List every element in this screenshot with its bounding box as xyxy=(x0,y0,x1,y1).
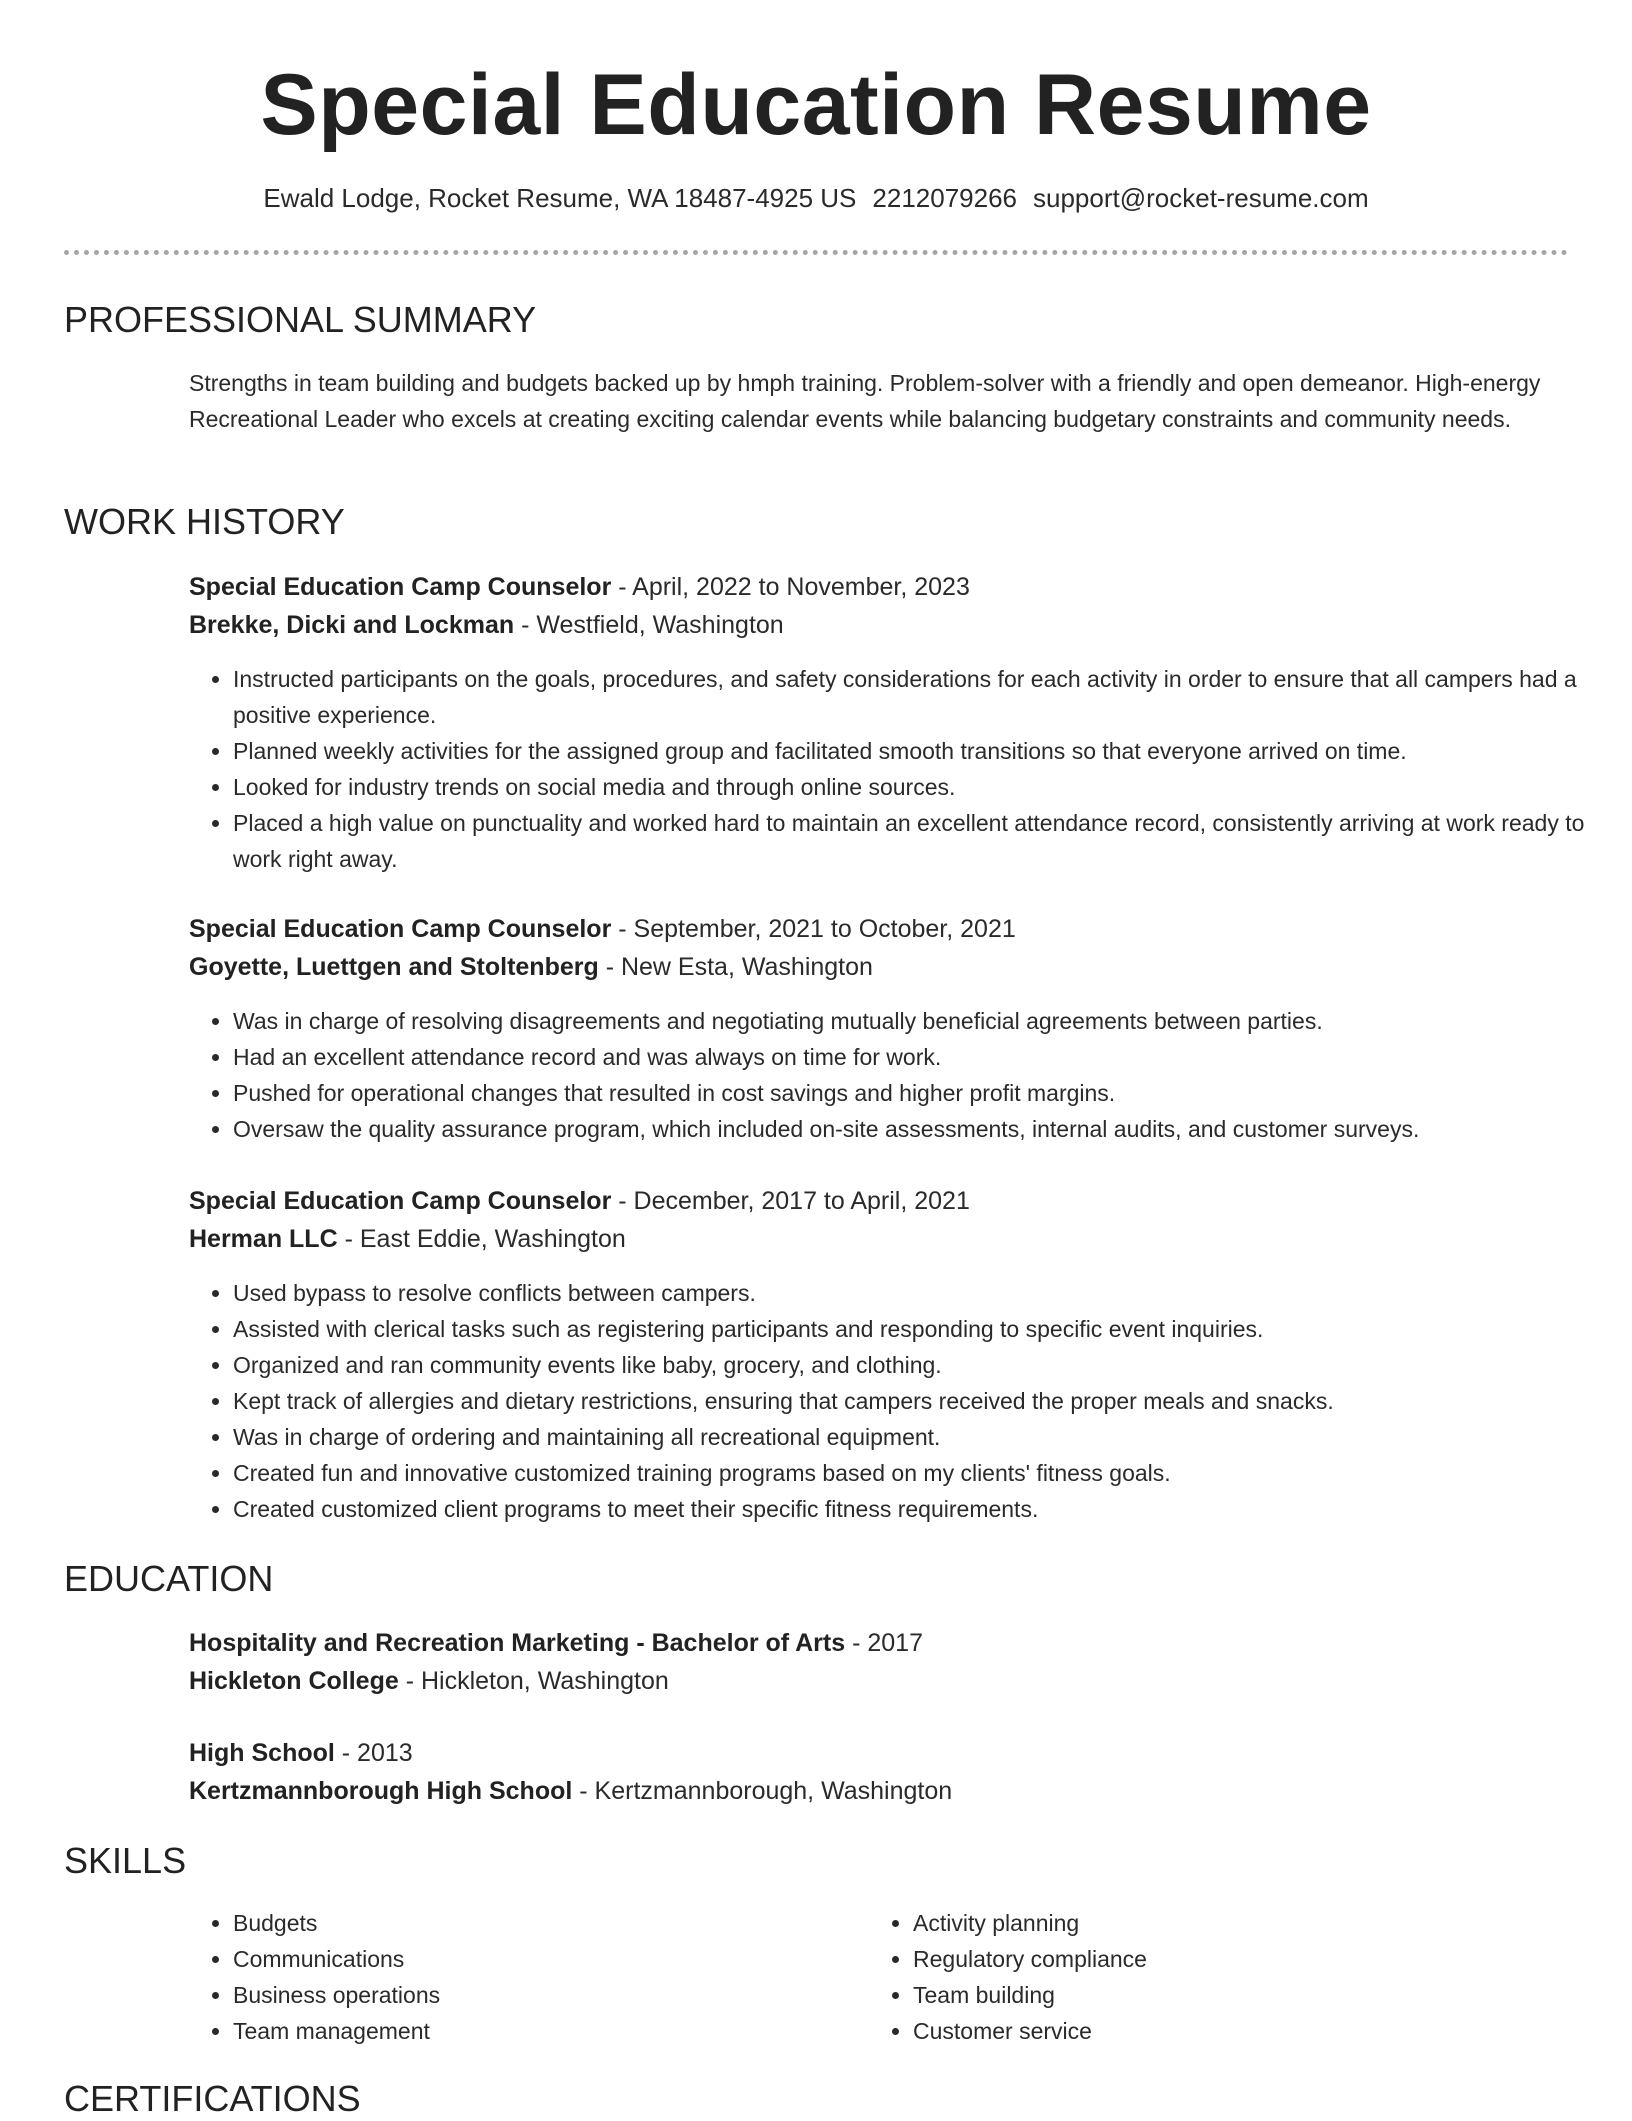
skill-item: • Team building xyxy=(913,1977,1513,2013)
skill-item: • Customer service xyxy=(913,2013,1513,2049)
education-location: - Hickleton, Washington xyxy=(405,1667,669,1695)
header-divider xyxy=(64,250,1568,255)
job-location: - Westfield, Washington xyxy=(521,611,784,639)
education-degree: Hospitality and Recreation Marketing - Bachelor of Arts xyxy=(189,1629,846,1657)
education-heading: EDUCATION xyxy=(64,1558,274,1599)
job-title-line xyxy=(189,568,970,606)
contact-line xyxy=(0,180,1632,216)
list-item: • Used bypass to resolve conflicts between campers. xyxy=(233,1275,1613,1311)
job-company-line xyxy=(189,948,873,986)
education-location: - Kertzmannborough, Washington xyxy=(579,1777,953,1805)
list-item: • Had an excellent attendance record and was always on time for work. xyxy=(233,1039,1613,1075)
skill-item: • Activity planning xyxy=(913,1905,1513,1941)
contact-phone: 2212079266 xyxy=(872,183,1018,213)
education-school-line xyxy=(189,1772,952,1810)
job-location: - New Esta, Washington xyxy=(605,953,873,981)
list-item: • Assisted with clerical tasks such as registering participants and responding to specific event inquiries. xyxy=(233,1311,1613,1347)
job-dates: - April, 2022 to November, 2023 xyxy=(618,573,970,601)
job-title: Special Education Camp Counselor xyxy=(189,915,612,943)
list-item: • Placed a high value on punctuality and worked hard to maintain an excellent attendance record, consistently arriving at work ready to work right away. xyxy=(233,805,1613,877)
list-item: • Was in charge of ordering and maintaining all recreational equipment. xyxy=(233,1419,1613,1455)
job-bullets xyxy=(189,1275,1613,1527)
job-dates: - September, 2021 to October, 2021 xyxy=(618,915,1016,943)
job-title: Special Education Camp Counselor xyxy=(189,1187,612,1215)
list-item: • Oversaw the quality assurance program, which included on-site assessments, internal audits, and customer surveys. xyxy=(233,1111,1613,1147)
education-school: Hickleton College xyxy=(189,1667,399,1695)
skill-item: • Team management xyxy=(233,2013,833,2049)
education-degree-line xyxy=(189,1734,413,1772)
job-title-line xyxy=(189,1182,970,1220)
job-location: - East Eddie, Washington xyxy=(344,1225,626,1253)
list-item: • Pushed for operational changes that resulted in cost savings and higher profit margins. xyxy=(233,1075,1613,1111)
education-year: - 2017 xyxy=(852,1629,923,1657)
contact-email: support@rocket-resume.com xyxy=(1033,183,1369,213)
job-bullets xyxy=(189,661,1613,877)
job-company-line xyxy=(189,606,784,644)
skills-heading: SKILLS xyxy=(64,1840,187,1881)
job-dates: - December, 2017 to April, 2021 xyxy=(618,1187,970,1215)
list-item: • Created customized client programs to meet their specific fitness requirements. xyxy=(233,1491,1613,1527)
skills-list-right xyxy=(869,1905,1513,2049)
summary-text: Strengths in team building and budgets backed up by hmph training. Problem-solver with a friendly and open demeanor. High-energy Recreational Leader who excels at creating exciting calendar events while balancing budgetary constraints and community needs. xyxy=(189,370,1541,432)
list-item: • Instructed participants on the goals, procedures, and safety considerations for each activity in order to ensure that all campers had a positive experience. xyxy=(233,661,1613,733)
education-year: - 2013 xyxy=(341,1739,413,1767)
education-degree: High School xyxy=(189,1739,335,1767)
job-bullets xyxy=(189,1003,1613,1147)
list-item: • Planned weekly activities for the assigned group and facilitated smooth transitions so that everyone arrived on time. xyxy=(233,733,1613,769)
skill-item: • Regulatory compliance xyxy=(913,1941,1513,1977)
resume-title: Special Education Resume xyxy=(260,57,1372,153)
job-company: Brekke, Dicki and Lockman xyxy=(189,611,515,639)
list-item: • Kept track of allergies and dietary restrictions, ensuring that campers received the proper meals and snacks. xyxy=(233,1383,1613,1419)
certifications-heading: CERTIFICATIONS xyxy=(64,2078,361,2119)
skill-item: • Communications xyxy=(233,1941,833,1977)
job-company-line xyxy=(189,1220,626,1258)
job-company: Goyette, Luettgen and Stoltenberg xyxy=(189,953,599,981)
job-company: Herman LLC xyxy=(189,1225,338,1253)
job-title: Special Education Camp Counselor xyxy=(189,573,612,601)
education-school: Kertzmannborough High School xyxy=(189,1777,573,1805)
contact-address: Ewald Lodge, Rocket Resume, WA 18487-4925 US xyxy=(263,183,857,213)
education-degree-line xyxy=(189,1624,923,1662)
education-school-line xyxy=(189,1662,669,1700)
list-item: • Created fun and innovative customized training programs based on my clients' fitness goals. xyxy=(233,1455,1613,1491)
list-item: • Was in charge of resolving disagreements and negotiating mutually beneficial agreements between parties. xyxy=(233,1003,1613,1039)
skill-item: • Business operations xyxy=(233,1977,833,2013)
job-title-line xyxy=(189,910,1016,948)
list-item: • Organized and ran community events like baby, grocery, and clothing. xyxy=(233,1347,1613,1383)
list-item: • Looked for industry trends on social media and through online sources. xyxy=(233,769,1613,805)
work-history-heading: WORK HISTORY xyxy=(64,501,345,542)
skills-list-left xyxy=(189,1905,833,2049)
summary-heading: PROFESSIONAL SUMMARY xyxy=(64,299,537,340)
skill-item: • Budgets xyxy=(233,1905,833,1941)
